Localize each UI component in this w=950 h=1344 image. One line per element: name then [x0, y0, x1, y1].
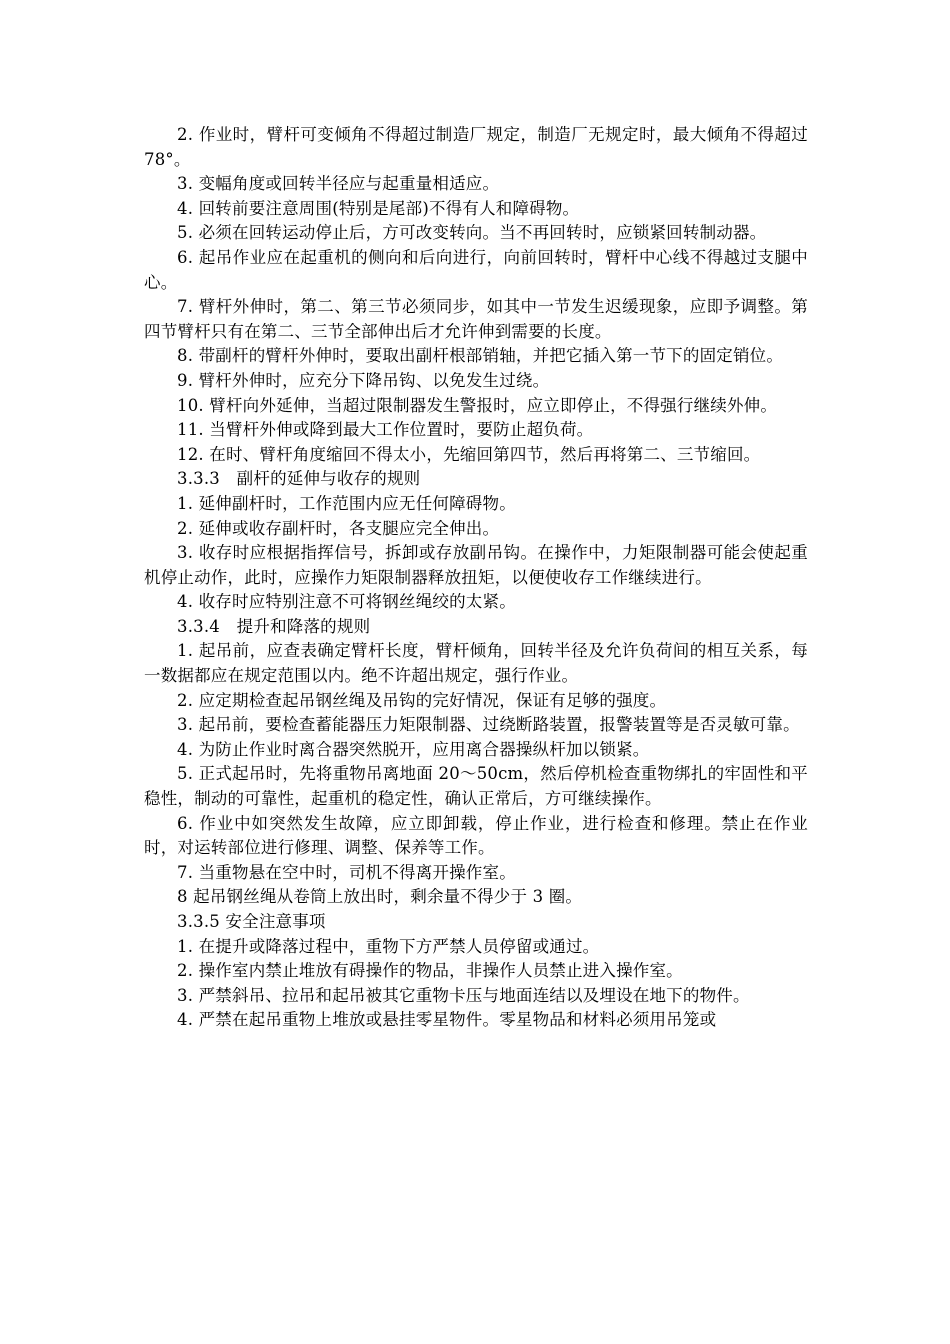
paragraph: 6. 作业中如突然发生故障，应立即卸载，停止作业，进行检查和修理。禁止在作业时，对运转部位进行修理、调整、保养等工作。: [144, 813, 808, 858]
paragraph: 6. 起吊作业应在起重机的侧向和后向进行，向前回转时，臂杆中心线不得越过支腿中心。: [144, 247, 808, 292]
paragraph: 4. 回转前要注意周围(特别是尾部)不得有人和障碍物。: [177, 198, 580, 218]
section-heading: 3.3.4 提升和降落的规则: [177, 616, 371, 636]
paragraph: 7. 臂杆外伸时，第二、第三节必须同步，如其中一节发生迟缓现象，应即予调整。第四节臂杆只有在第二、三节全部伸出后才允许伸到需要的长度。: [144, 297, 808, 341]
paragraph: 2. 应定期检查起吊钢丝绳及吊钩的完好情况，保证有足够的强度。: [177, 690, 667, 710]
paragraph: 1. 起吊前，应查表确定臂杆长度，臂杆倾角，回转半径及允许负荷间的相互关系，每一数据都应在规定范围以内。绝不许超出规定，强行作业。: [144, 641, 808, 686]
section-heading: 3.3.3 副杆的延伸与收存的规则: [177, 469, 421, 489]
paragraph: 4. 为防止作业时离合器突然脱开，应用离合器操纵杆加以锁紧。: [177, 739, 650, 759]
paragraph: 2. 操作室内禁止堆放有碍操作的物品，非操作人员禁止进入操作室。: [177, 961, 683, 981]
paragraph: 3. 收存时应根据指挥信号，拆卸或存放副吊钩。在操作中，力矩限制器可能会使起重机停止动作，此时，应操作力矩限制器释放扭矩，以便使收存工作继续进行。: [144, 543, 808, 587]
paragraph: 2. 延伸或收存副杆时，各支腿应完全伸出。: [177, 518, 500, 538]
paragraph: 3. 严禁斜吊、拉吊和起吊被其它重物卡压与地面连结以及埋设在地下的物件。: [177, 985, 750, 1005]
paragraph: 4. 收存时应特别注意不可将钢丝绳绞的太紧。: [177, 592, 516, 612]
paragraph: 3. 变幅角度或回转半径应与起重量相适应。: [177, 174, 500, 194]
paragraph: 1. 延伸副杆时，工作范围内应无任何障碍物。: [177, 493, 516, 513]
paragraph: 10. 臂杆向外延伸，当超过限制器发生警报时，应立即停止，不得强行继续外伸。: [177, 395, 778, 415]
paragraph: 11. 当臂杆外伸或降到最大工作位置时，要防止超负荷。: [177, 420, 594, 440]
section-heading: 3.3.5 安全注意事项: [177, 912, 326, 931]
paragraph: 2. 作业时，臂杆可变倾角不得超过制造厂规定，制造厂无规定时，最大倾角不得超过 78°。: [144, 125, 808, 169]
paragraph: 8 起吊钢丝绳从卷筒上放出时，剩余量不得少于 3 圈。: [177, 887, 583, 907]
paragraph: 1. 在提升或降落过程中，重物下方严禁人员停留或通过。: [177, 936, 600, 956]
paragraph: 3. 起吊前，要检查蓄能器压力矩限制器、过绕断路装置，报警装置等是否灵敏可靠。: [177, 715, 800, 735]
paragraph: 8. 带副杆的臂杆外伸时，要取出副杆根部销轴，并把它插入第一节下的固定销位。: [177, 346, 784, 366]
paragraph: 12. 在时、臂杆角度缩回不得太小，先缩回第四节，然后再将第二、三节缩回。: [177, 444, 761, 464]
paragraph: 7. 当重物悬在空中时，司机不得离开操作室。: [177, 862, 516, 882]
document-body: [144, 123, 808, 1033]
paragraph: 5. 正式起吊时，先将重物吊离地面 20～50cm，然后停机检查重物绑扎的牢固性和平稳性，制动的可靠性，起重机的稳定性，确认正常后，方可继续操作。: [144, 764, 808, 809]
paragraph: 4. 严禁在起吊重物上堆放或悬挂零星物件。零星物品和材料必须用吊笼或: [177, 1010, 717, 1030]
paragraph: 5. 必须在回转运动停止后，方可改变转向。当不再回转时，应锁紧回转制动器。: [177, 223, 767, 243]
paragraph: 9. 臂杆外伸时，应充分下降吊钩、以免发生过绕。: [177, 370, 550, 390]
